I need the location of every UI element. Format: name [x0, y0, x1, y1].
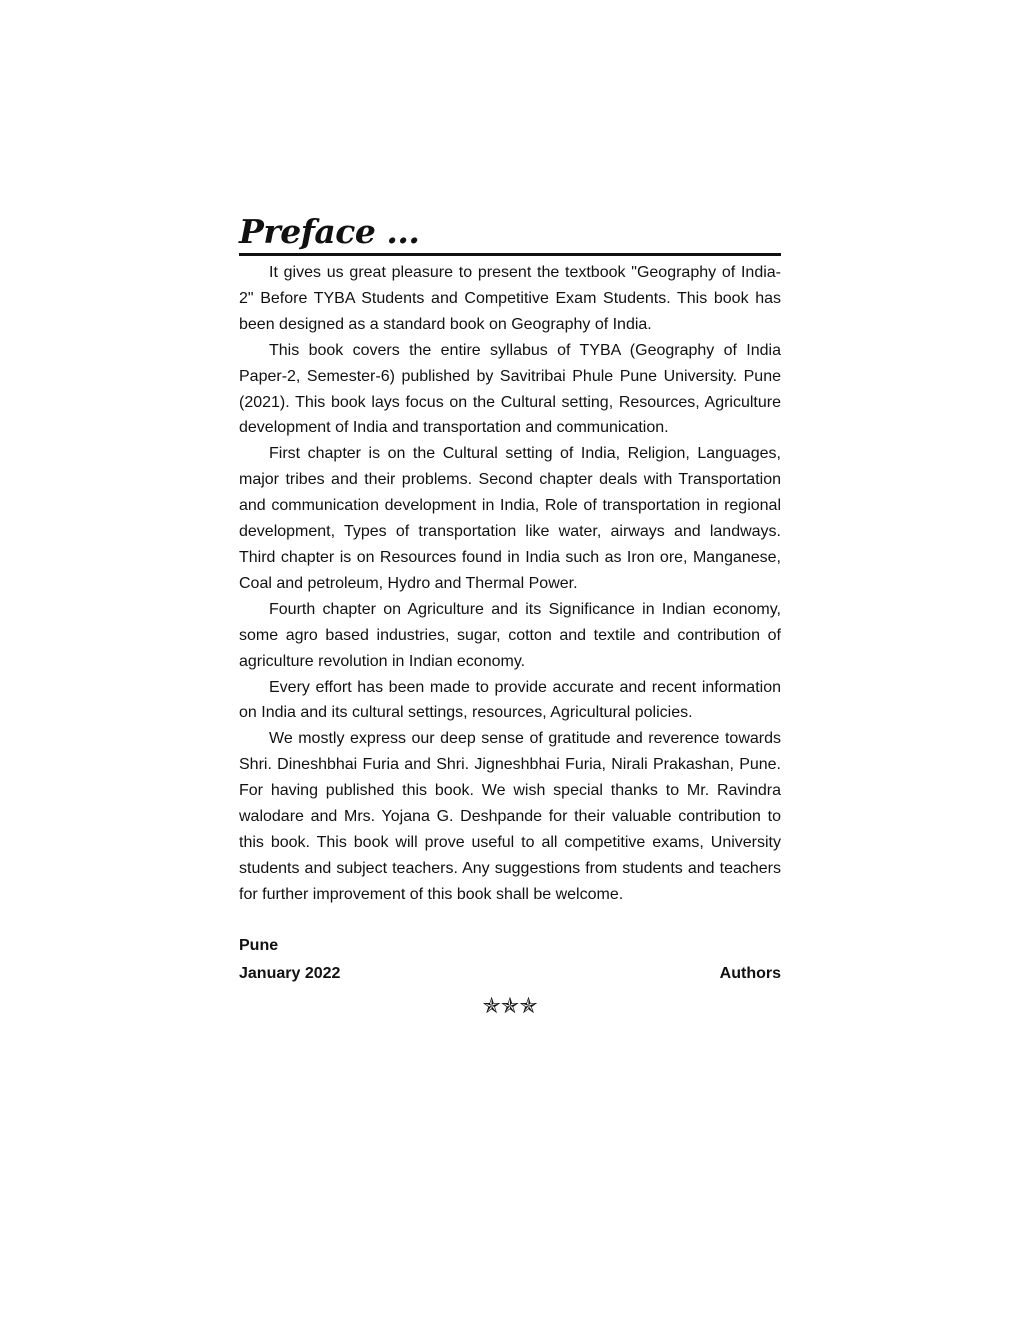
signoff-block	[239, 932, 781, 988]
signoff-authors: Authors	[719, 964, 781, 982]
paragraph-5: Every effort has been made to provide accurate and recent information on India and its cultural settings, resources, Agricultural policies.	[239, 678, 781, 722]
signoff-date: January 2022	[239, 964, 341, 982]
paragraph-6: We mostly express our deep sense of gratitude and reverence towards Shri. Dineshbhai Furia and Shri. Jigneshbhai Furia, Nirali Prakashan, Pune. For having published this book. We wish special thanks to Mr. Ravindra walodare and Mrs. Yojana G. Deshpande for their valuable contribution to this book. This book will prove useful to all competitive exams, University students and subject teachers. Any suggestions from students and teachers for further improvement of this book shall be welcome.	[239, 730, 781, 903]
paragraph-4: Fourth chapter on Agriculture and its Significance in Indian economy, some agro based industries, sugar, cotton and textile and contribution of agriculture revolution in Indian economy.	[239, 600, 781, 670]
signoff-place: Pune	[239, 936, 279, 954]
title-underline	[239, 253, 781, 256]
star-ornament-icon: ✯✯✯	[482, 992, 538, 1018]
paragraph-1: It gives us great pleasure to present the textbook "Geography of India- 2" Before TYBA Students and Competitive Exam Students. This book has been designed as a standard book on Geography of India.	[239, 264, 781, 333]
paragraph-3: First chapter is on the Cultural setting of India, Religion, Languages, major tribes and their problems. Second chapter deals with Transportation and communication development in India, Role of transportation in regional development, Types of transportation like water, airways and landways. Third chapter is on Resources found in India such as Iron ore, Manganese, Coal and petroleum, Hydro and Thermal Power.	[239, 445, 781, 592]
preface-page	[239, 212, 781, 1020]
page-title: Preface ...	[239, 212, 420, 251]
signoff-row	[239, 960, 781, 988]
paragraph-2: This book covers the entire syllabus of TYBA (Geography of India Paper-2, Semester-6) published by Savitribai Phule Pune University. Pune (2021). This book lays focus on the Cultural setting, Resources, Agriculture development of India and transportation and communication.	[239, 341, 781, 437]
